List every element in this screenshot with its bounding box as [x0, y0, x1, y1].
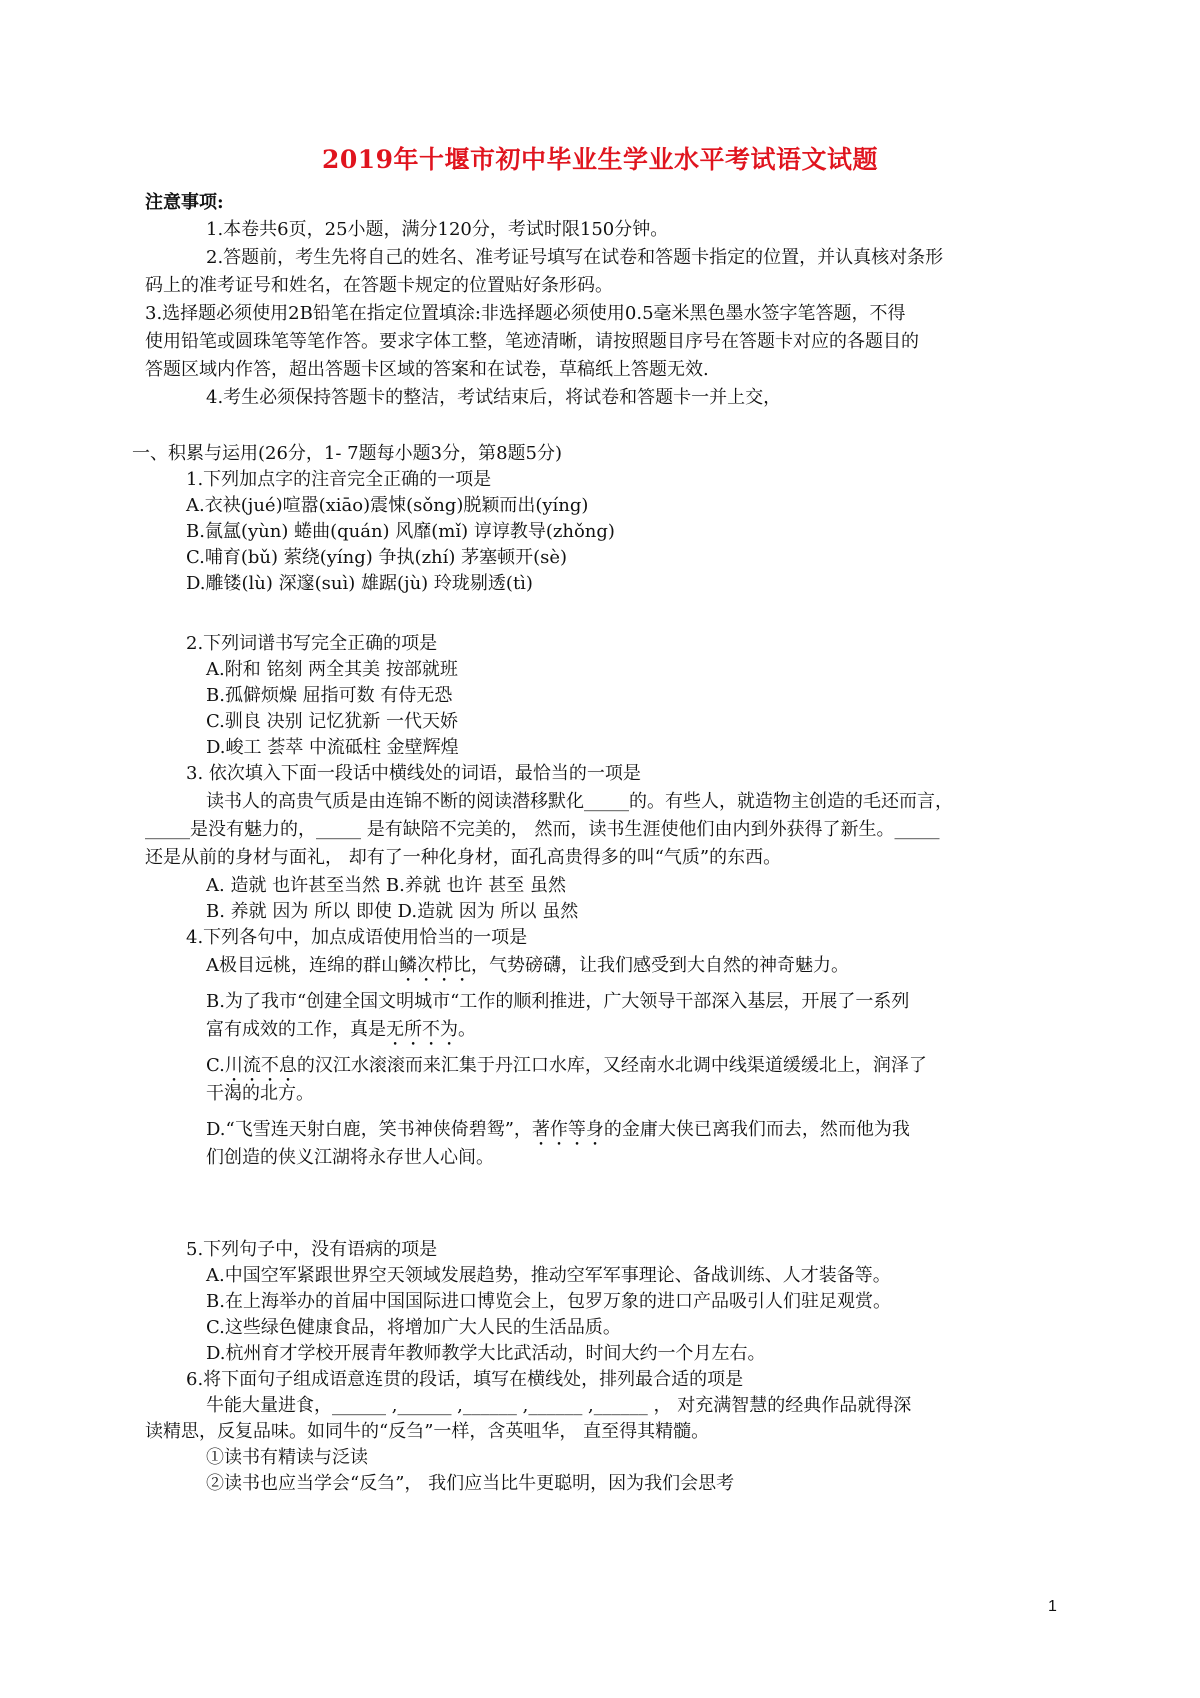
- question-option: [206, 1054, 927, 1086]
- section-heading: 一、积累与运用(26分，1- 7题每小题3分，第8题5分): [132, 443, 563, 464]
- option-text: ，气势磅礴，让我们感受到大自然的神奇魅力。: [471, 955, 849, 976]
- notice-item: 4.考生必须保持答题卡的整洁，考试结束后，将试卷和答题卡一并上交，: [206, 387, 782, 408]
- notice-item: 使用铅笔或圆珠笔等笔作答。要求字体工整，笔迹清晰，请按照题目序号在答题卡对应的各题目的: [145, 331, 919, 352]
- question-option: C.这些绿色健康食品，将增加广大人民的生活品质。: [206, 1317, 621, 1338]
- option-text: 的汉江水滚滚而来汇集于丹江口水库，又经南水北调中线渠道缓缓北上，润泽了: [296, 1055, 927, 1076]
- notice-item: 码上的准考证号和姓名，在答题卡规定的位置贴好条形码。: [145, 275, 613, 296]
- question-item: ②读书也应当学会“反刍”， 我们应当比牛更聪明，因为我们会思考: [206, 1473, 735, 1494]
- question-option: D.杭州育才学校开展青年教师教学大比武活动，时间大约一个月左右。: [206, 1343, 766, 1364]
- question-option: [206, 954, 849, 986]
- question-item: ①读书有精读与泛读: [206, 1447, 368, 1468]
- dotted-idiom: 无所不为: [386, 1019, 458, 1040]
- question-option: B.为了我市“创建全国文明城市“工作的顺利推进，广大领导干部深入基层，开展了一系列: [206, 991, 910, 1012]
- option-text: A极目远桃，连绵的群山: [206, 955, 399, 976]
- question-stem: 6.将下面句子组成语意连贯的段话，填写在横线处，排列最合适的项是: [186, 1369, 744, 1390]
- question-stem: 5.下列句子中，没有语病的项是: [186, 1239, 438, 1260]
- question-option: A.中国空军紧跟世界空天领域发展趋势，推动空军军事理论、备战训练、人才装备等。: [206, 1265, 891, 1286]
- option-text: 富有成效的工作，真是: [206, 1019, 386, 1040]
- question-option: D.峻工 荟萃 中流砥柱 金壁辉煌: [206, 737, 459, 758]
- question-option: B.孤僻烦燥 屈指可数 有侍无恐: [206, 685, 453, 706]
- question-option: C.驯良 决别 记忆犹新 一代天娇: [206, 711, 459, 732]
- notice-item: 答题区域内作答，超出答题卡区域的答案和在试卷，草稿纸上答题无效.: [145, 359, 709, 380]
- question-passage: 读精思，反复品味。如同牛的“反刍”一样，含英咀华， 直至得其精髓。: [145, 1421, 710, 1442]
- question-stem: 2.下列词谱书写完全正确的项是: [186, 633, 438, 654]
- question-option: C.哺育(bǔ) 萦绕(yíng) 争执(zhí) 茅塞顿开(sè): [186, 547, 568, 568]
- option-text: 的金庸大侠已离我们而去，然而他为我: [603, 1119, 910, 1140]
- page-title: 2019年十堰市初中毕业生学业水平考试语文试题: [321, 145, 879, 174]
- question-option: A. 造就 也许甚至当然 B.养就 也许 甚至 虽然: [206, 875, 566, 896]
- notice-item: 1.本卷共6页，25小题，满分120分，考试时限150分钟。: [206, 219, 669, 240]
- question-option: 干渴的北方。: [206, 1083, 314, 1104]
- question-option: 们创造的侠义江湖将永存世人心间。: [206, 1147, 494, 1168]
- option-text: 。: [458, 1019, 476, 1040]
- question-stem: 4.下列各句中，加点成语使用恰当的一项是: [186, 927, 528, 948]
- question-option: B.氤氲(yùn) 蜷曲(quán) 风靡(mǐ) 谆谆教导(zhǒng): [186, 521, 615, 542]
- question-passage: _____是没有魅力的，_____ 是有缺陪不完美的， 然而，读书生涯使他们由内到外获得了新生。_____: [145, 819, 940, 840]
- question-passage: 还是从前的身材与面礼， 却有了一种化身材，面孔高贵得多的叫“气质”的东西。: [145, 847, 782, 868]
- question-option: B.在上海举办的首届中国国际进口博览会上，包罗万象的进口产品吸引人们驻足观赏。: [206, 1291, 891, 1312]
- dotted-idiom: 著作等身: [531, 1119, 604, 1140]
- notice-item: 3.选择题必须使用2B铅笔在指定位置填涂:非选择题必须使用0.5毫米黑色墨水签字笔答题，不得: [145, 303, 906, 324]
- dotted-idiom: 川流不息: [224, 1055, 297, 1076]
- page-number: 1: [1048, 1598, 1057, 1615]
- question-option: D.雕镂(lù) 深邃(suì) 雄踞(jù) 玲珑剔透(tì): [186, 573, 533, 594]
- question-stem: 3. 依次填入下面一段话中横线处的词语，最恰当的一项是: [186, 763, 641, 784]
- question-stem: 1.下列加点字的注音完全正确的一项是: [186, 469, 492, 490]
- question-option: [206, 1018, 476, 1050]
- question-option: A.附和 铭刻 两全其美 按部就班: [206, 659, 458, 680]
- option-text: C.: [206, 1055, 225, 1076]
- question-option: A.衣袂(jué)喧嚣(xiāo)震悚(sǒng)脱颖而出(yíng): [186, 495, 589, 516]
- question-option: B. 养就 因为 所以 即使 D.造就 因为 所以 虽然: [206, 901, 579, 922]
- notice-item: 2.答题前，考生先将自己的姓名、准考证号填写在试卷和答题卡指定的位置，并认真核对条形: [206, 247, 944, 268]
- option-text: D.“飞雪连天射白鹿，笑书神侠倚碧鸳”，: [206, 1119, 532, 1140]
- question-passage: 读书人的高贵气质是由连锦不断的阅读潜移默化_____的。有些人，就造物主创造的毛还而言，: [206, 791, 953, 812]
- notice-heading: 注意事项:: [145, 192, 224, 213]
- dotted-idiom: 鳞次栉比: [399, 955, 471, 976]
- question-passage: 牛能大量进食，______ ,______ ,______ ,______ ,______ ， 对充满智慧的经典作品就得深: [206, 1395, 912, 1416]
